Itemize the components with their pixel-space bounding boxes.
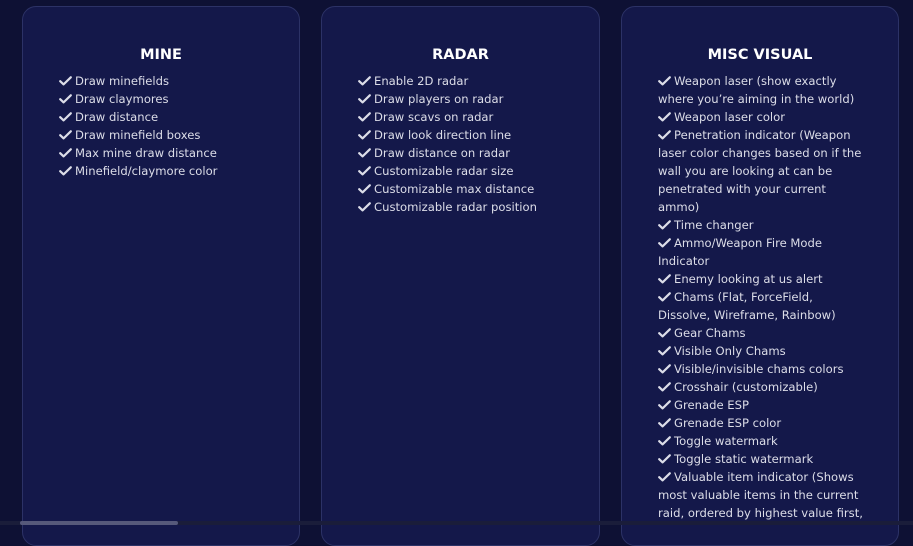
check-icon — [59, 148, 72, 158]
feature-item — [358, 180, 569, 198]
feature-item — [358, 198, 569, 216]
check-icon — [59, 166, 72, 176]
check-icon — [658, 328, 671, 338]
check-icon — [658, 382, 671, 392]
radar-card — [321, 6, 600, 546]
check-icon — [59, 130, 72, 140]
check-icon — [358, 202, 371, 212]
feature-item — [59, 108, 269, 126]
feature-item — [658, 342, 868, 360]
feature-item-label: Chams (Flat, ForceField, Dissolve, Wireframe, Rainbow) — [658, 290, 836, 322]
feature-item-label: Minefield/claymore color — [75, 164, 218, 178]
check-icon — [358, 166, 371, 176]
feature-item-label: Customizable max distance — [374, 182, 535, 196]
misc-visual-card — [621, 6, 899, 546]
check-icon — [358, 148, 371, 158]
feature-item — [658, 108, 868, 126]
feature-item-label: Toggle watermark — [674, 434, 778, 448]
check-icon — [658, 76, 671, 86]
radar-title: RADAR — [432, 47, 489, 63]
feature-item — [658, 324, 868, 342]
check-icon — [358, 130, 371, 140]
feature-item — [59, 144, 269, 162]
feature-item-label: Visible/invisible chams colors — [674, 362, 844, 376]
feature-item-label: Ammo/Weapon Fire Mode Indicator — [658, 236, 822, 268]
feature-item — [658, 396, 868, 414]
horizontal-scrollbar[interactable] — [0, 521, 913, 525]
mine-feature-list — [59, 72, 269, 180]
feature-item — [658, 468, 868, 522]
feature-item — [658, 450, 868, 468]
check-icon — [358, 112, 371, 122]
feature-item — [358, 126, 569, 144]
feature-item-label: Draw claymores — [75, 92, 169, 106]
feature-item — [59, 72, 269, 90]
feature-item-label: Draw distance — [75, 110, 159, 124]
check-icon — [658, 400, 671, 410]
feature-item-label: Draw players on radar — [374, 92, 504, 106]
check-icon — [658, 436, 671, 446]
feature-item — [658, 270, 868, 288]
feature-item — [59, 126, 269, 144]
feature-item — [358, 144, 569, 162]
feature-item-label: Draw look direction line — [374, 128, 512, 142]
feature-item — [358, 162, 569, 180]
feature-item — [658, 378, 868, 396]
check-icon — [358, 184, 371, 194]
mine-card — [22, 6, 300, 546]
misc-visual-feature-list — [658, 72, 868, 522]
scrollbar-thumb[interactable] — [20, 521, 178, 525]
feature-item — [658, 72, 868, 108]
check-icon — [658, 130, 671, 140]
feature-item-label: Penetration indicator (Weapon laser color changes based on if the wall you are looking at can be penetrated with your current ammo) — [658, 128, 862, 214]
feature-item-label: Enemy looking at us alert — [674, 272, 823, 286]
check-icon — [658, 220, 671, 230]
feature-item-label: Customizable radar size — [374, 164, 514, 178]
check-icon — [658, 346, 671, 356]
feature-item-label: Time changer — [674, 218, 754, 232]
check-icon — [358, 76, 371, 86]
feature-item — [658, 216, 868, 234]
feature-item-label: Customizable radar position — [374, 200, 537, 214]
feature-item-label: Draw minefields — [75, 74, 170, 88]
radar-feature-list — [358, 72, 569, 216]
feature-item — [658, 126, 868, 216]
feature-item — [59, 90, 269, 108]
check-icon — [658, 472, 671, 482]
feature-item-label: Enable 2D radar — [374, 74, 469, 88]
feature-item-label: Gear Chams — [674, 326, 746, 340]
feature-item-label: Valuable item indicator (Shows most valuable items in the current raid, ordered by highest value first, — [658, 470, 863, 520]
feature-item-label: Draw scavs on radar — [374, 110, 494, 124]
feature-item-label: Crosshair (customizable) — [674, 380, 818, 394]
check-icon — [658, 274, 671, 284]
feature-item-label: Grenade ESP color — [674, 416, 782, 430]
feature-item-label: Visible Only Chams — [674, 344, 786, 358]
feature-item — [658, 432, 868, 450]
feature-item — [358, 72, 569, 90]
feature-item-label: Toggle static watermark — [674, 452, 814, 466]
feature-item-label: Weapon laser color — [674, 110, 786, 124]
feature-item — [658, 360, 868, 378]
check-icon — [59, 112, 72, 122]
check-icon — [658, 454, 671, 464]
mine-title: MINE — [140, 47, 182, 63]
check-icon — [658, 292, 671, 302]
check-icon — [658, 238, 671, 248]
feature-item-label: Max mine draw distance — [75, 146, 217, 160]
check-icon — [658, 364, 671, 374]
feature-item — [59, 162, 269, 180]
feature-item — [658, 414, 868, 432]
feature-item-label: Draw distance on radar — [374, 146, 511, 160]
feature-item-label: Weapon laser (show exactly where you’re aiming in the world) — [658, 74, 855, 106]
check-icon — [658, 112, 671, 122]
feature-item — [658, 234, 868, 270]
check-icon — [59, 94, 72, 104]
check-icon — [59, 76, 72, 86]
check-icon — [358, 94, 371, 104]
feature-item — [358, 108, 569, 126]
feature-item — [658, 288, 868, 324]
feature-item-label: Draw minefield boxes — [75, 128, 201, 142]
feature-item — [358, 90, 569, 108]
feature-item-label: Grenade ESP — [674, 398, 749, 412]
misc-visual-title: MISC VISUAL — [707, 47, 813, 63]
check-icon — [658, 418, 671, 428]
